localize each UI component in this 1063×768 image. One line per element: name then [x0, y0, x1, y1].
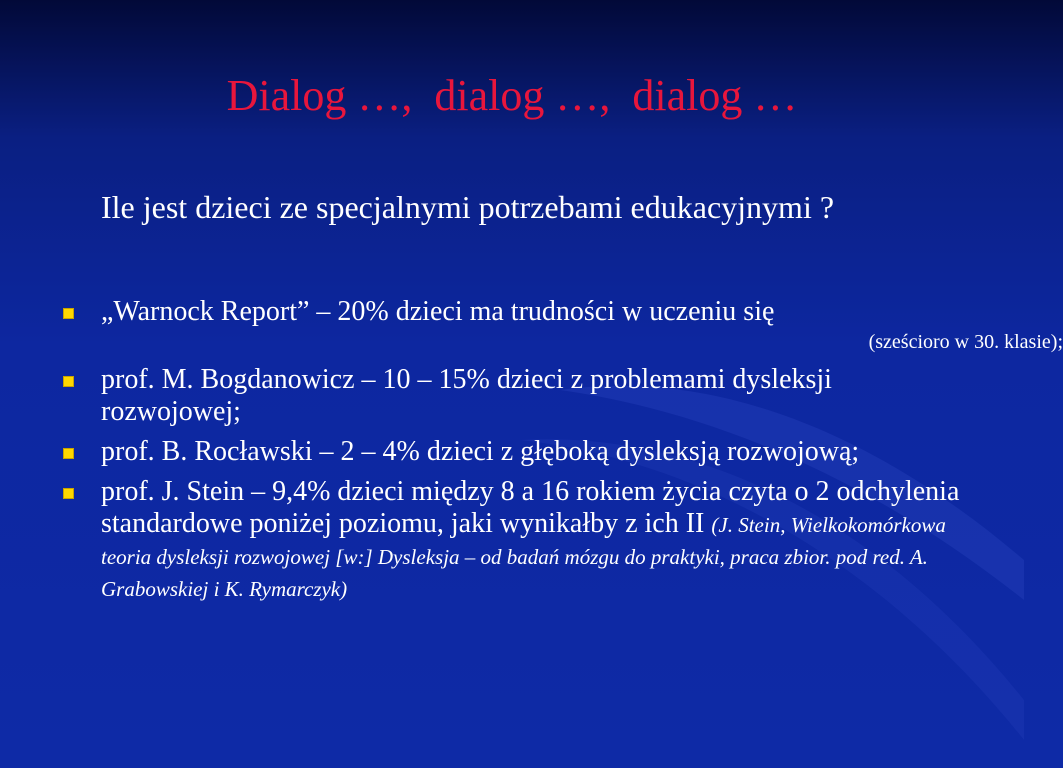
- bullet-text: „Warnock Report” – 20% dzieci ma trudności w uczeniu się: [101, 296, 775, 327]
- list-item: [0, 476, 971, 604]
- slide-title: Dialog …, dialog …, dialog …: [226, 71, 798, 120]
- square-bullet-icon: [63, 376, 74, 387]
- bullet-list: [0, 296, 1063, 612]
- square-bullet-icon: [63, 488, 74, 499]
- bullet-text: prof. M. Bogdanowicz – 10 – 15% dzieci z problemami dysleksji rozwojowej;: [101, 364, 832, 427]
- bullet-citation: (J. Stein, Wielkokomórkowa teoria dysleksji rozwojowej [w:] Dysleksja – od badań mózgu do praktyki, praca zbior. pod red. A. Grabowskiej i K. Rymarczyk): [101, 513, 946, 601]
- list-item: [0, 436, 971, 468]
- bullet-note: (sześcioro w 30. klasie);: [868, 331, 1063, 353]
- square-bullet-icon: [63, 308, 74, 319]
- square-bullet-icon: [63, 448, 74, 459]
- list-item: [0, 296, 1063, 356]
- bullet-text: prof. J. Stein – 9,4% dzieci między 8 a 16 rokiem życia czyta o 2 odchylenia standardowe poniżej poziomu, jaki wynikałby z ich II: [101, 476, 960, 539]
- question-text: Ile jest dzieci ze specjalnymi potrzebami edukacyjnymi ?: [101, 189, 835, 225]
- list-item: [0, 364, 971, 428]
- bullet-text: prof. B. Rocławski – 2 – 4% dzieci z głęboką dysleksją rozwojową;: [101, 436, 860, 467]
